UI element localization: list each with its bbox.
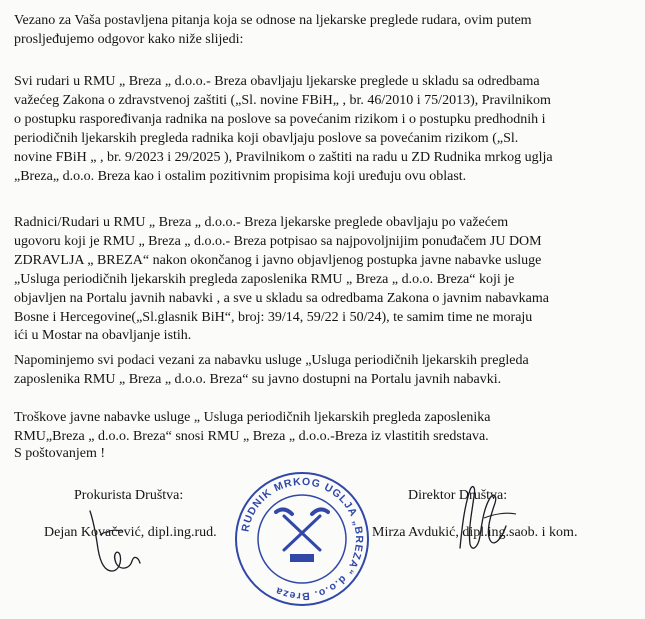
procurator-signature [60,505,180,577]
text-line: Radnici/Rudari u RMU „ Breza „ d.o.o.- Breza ljekarske preglede obavljaju po važećem [14,215,509,230]
intro-paragraph [14,12,632,50]
text-line: ići u Mostar na obavljanje istih. [14,328,192,344]
text-line: prosljeđujemo odgovor kako niže slijedi: [14,31,244,47]
stamp-seal [232,464,372,614]
text-line: Vezano za Vaša postavljena pitanja koja se odnose na ljekarske preglede rudara, ovim putem [14,13,532,28]
text-line: Napominjemo svi podaci vezani za nabavku usluge „Usluga periodičnih ljekarskih pregleda [14,353,529,368]
text-line: Troškove javne nabavke usluge „ Usluga periodičnih ljekarskih pregleda zaposlenika [14,410,491,425]
text-line: periodičnih ljekarskih pregleda radnika koji obavljaju poslove sa povećanim rizikom („Sl. [14,130,519,146]
paragraph-public-data [14,352,632,390]
text-line: Svi rudari u RMU „ Breza „ d.o.o.- Breza obavljaju ljekarske preglede u skladu sa odredbama [14,74,540,89]
text-line: važećeg Zakona o zdravstvenoj zaštiti („Sl. novine FBiH„ , br. 46/2010 i 75/2013), Pravilnikom [14,92,551,108]
director-title: Direktor Društva: [408,488,508,503]
stamp-outer-ring [236,473,368,605]
text-line: „Usluga periodičnih ljekarskih pregleda zaposlenika RMU „ Breza „ d.o.o. Breza“ koji je [14,271,515,287]
signature-stroke [90,511,140,571]
text-line: ZDRAVLJA „ BREZA“ nakon okončanog i javno objavljenog postupka javne nabavke usluge [14,252,542,268]
text-line: „Breza„ d.o.o. Breza kao i ostalim pozitivnim propisima koji uređuju ovu oblast. [14,168,467,184]
paragraph-costs [14,409,632,447]
mining-emblem-icon [276,509,328,562]
director-name: Mirza Avdukić, dipl.ing.saob. i kom. [372,525,578,540]
text-line: RMU„Breza „ d.o.o. Breza“ snosi RMU „ Breza „ d.o.o.-Breza iz vlastitih sredstava. [14,428,489,444]
text-line: objavljen na Portalu javnih nabavki , a sve u skladu sa odredbama Zakona o javnim nabavkama [14,290,549,306]
paragraph-contract [14,214,632,346]
text-line: Bosne i Hercegovine(„Sl.glasnik BiH“, broj: 39/14, 59/22 i 50/24), te samim time ne moraju [14,309,533,325]
text-line: zaposlenika RMU „ Breza „ d.o.o. Breza“ su javno dostupni na Portalu javnih nabavki. [14,371,502,387]
stamp-text: RUDNIK MRKOG UGLJA „BREZA“ d.o.o. Breza [239,475,366,603]
procurator-title: Prokurista Društva: [74,488,184,503]
company-stamp [232,464,372,603]
stamp-inner-ring [258,495,346,583]
closing-greeting: S poštovanjem ! [14,446,105,461]
text-line: o postupku raspoređivanja radnika na poslove sa povećanim rizikom i o postupku predhodnih i [14,111,546,127]
paragraph-regulations [14,73,632,186]
procurator-name: Dejan Kovačević, dipl.ing.rud. [44,525,217,540]
text-line: ugovoru koji je RMU „ Breza „ d.o.o.- Breza potpisao sa najpovoljnijim ponuđačem JU DOM [14,233,542,249]
signature-stroke [484,513,516,518]
text-line: novine FBiH „ , br. 9/2023 i 29/2025 ), Pravilnikom o zaštiti na radu u ZD Rudnika mrkog uglja [14,149,553,165]
